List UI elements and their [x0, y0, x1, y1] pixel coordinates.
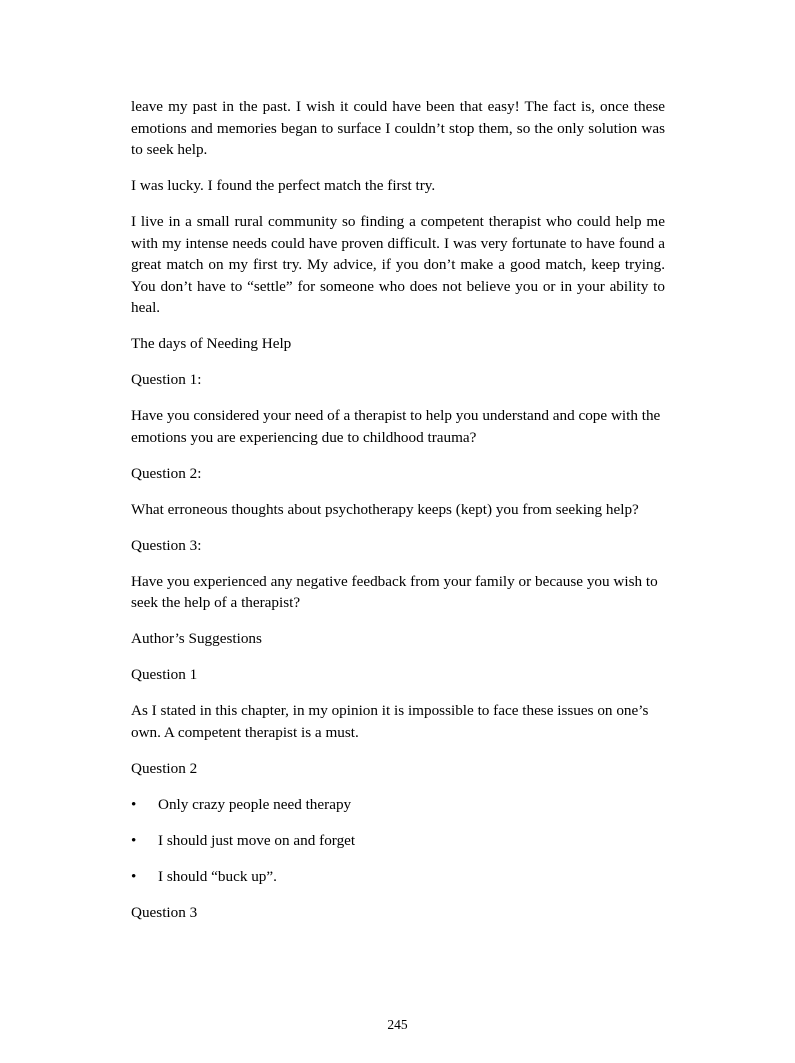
suggestion-2-bullet-list [131, 794, 665, 902]
bullet-icon: • [131, 831, 137, 849]
bullet-icon: • [131, 795, 137, 813]
paragraph-rural-community: I live in a small rural community so finding a competent therapist who could help me with my intense needs could have proven difficult. I was very fortunate to have found a great match on my first try. My advice, if you don’t make a good match, keep trying. You don’t have to “settle” for someone who does not believe you or in your ability to heal. [131, 213, 665, 316]
suggestion-1-text: As I stated in this chapter, in my opinion it is impossible to face these issues on one’s own. A competent therapist is a must. [131, 702, 649, 741]
list-item-label: Only crazy people need therapy [158, 795, 352, 813]
list-item-label: I should just move on and forget [158, 831, 356, 849]
list-item-label: I should “buck up”. [158, 867, 277, 885]
question-3-label: Question 3: [131, 536, 202, 554]
paragraph-lucky: I was lucky. I found the perfect match the first try. [131, 177, 436, 194]
suggestion-3-label: Question 3 [131, 903, 198, 921]
section-heading-needing-help: The days of Needing Help [131, 335, 292, 352]
question-1-text: Have you considered your need of a therapist to help you understand and cope with the emotions you are experiencing due to childhood trauma? [131, 407, 661, 446]
list-item [131, 794, 665, 830]
paragraph-continuation: leave my past in the past. I wish it could have been that easy! The fact is, once these emotions and memories began to surface I couldn’t stop them, so the only solution was to seek help. [131, 98, 665, 158]
bullet-icon: • [131, 867, 137, 885]
section-heading-authors-suggestions: Author’s Suggestions [131, 630, 262, 647]
question-1-label: Question 1: [131, 371, 202, 388]
suggestion-2-label: Question 2 [131, 759, 198, 777]
question-2-label: Question 2: [131, 464, 202, 482]
suggestion-1-label: Question 1 [131, 666, 198, 683]
page-number: 245 [387, 1017, 408, 1032]
list-item [131, 866, 665, 902]
question-2-text: What erroneous thoughts about psychotherapy keeps (kept) you from seeking help? [131, 500, 639, 518]
page-content [131, 96, 665, 938]
list-item [131, 830, 665, 866]
question-3-text: Have you experienced any negative feedback from your family or because you wish to seek the help of a therapist? [131, 572, 658, 611]
